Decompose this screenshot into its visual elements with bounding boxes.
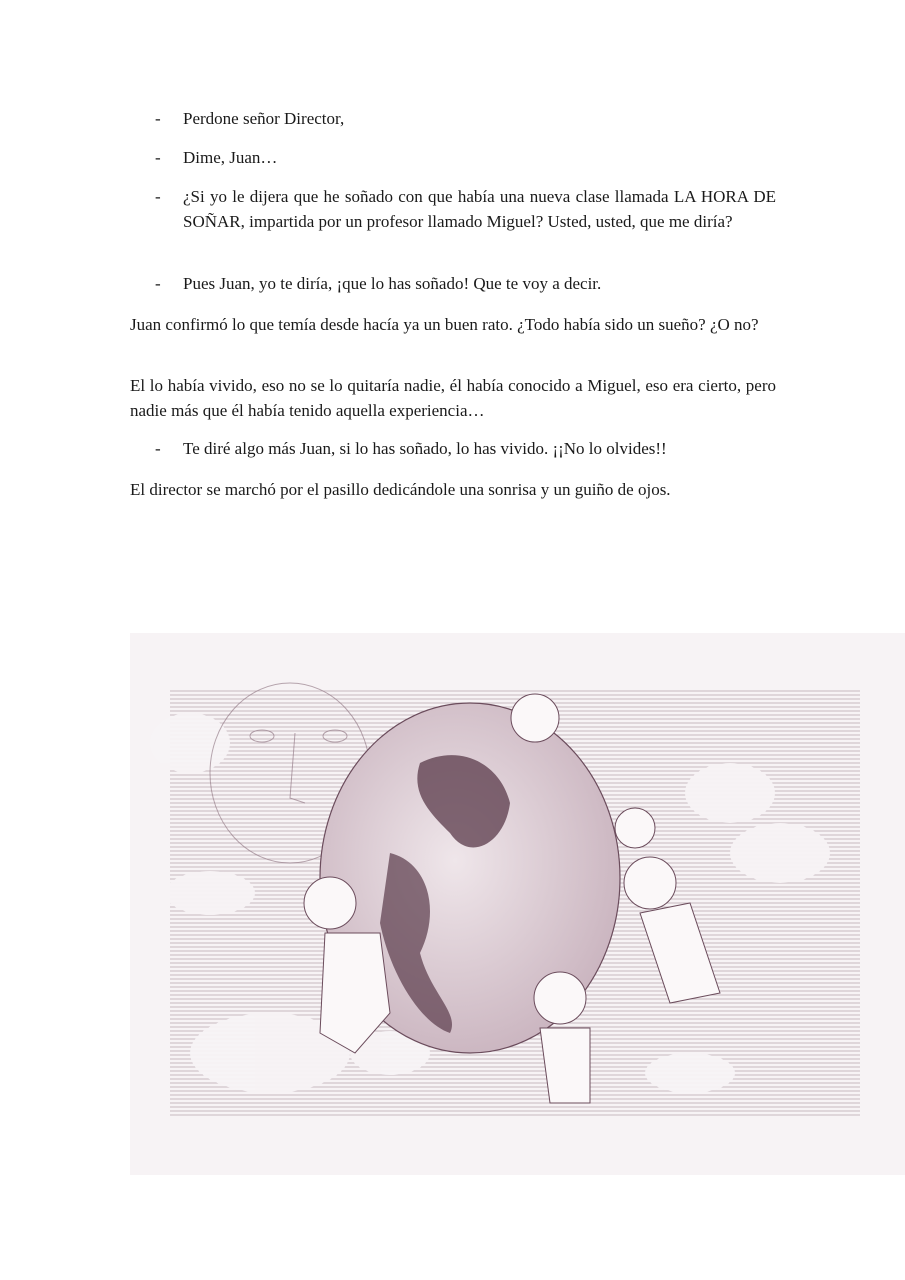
dialogue-line bbox=[155, 436, 776, 461]
globe-children-sketch-icon bbox=[130, 633, 905, 1175]
paragraph: El lo había vivido, eso no se lo quitaría nadie, él había conocido a Miguel, eso era cierto, pero nadie más que él había tenido aquella experiencia… bbox=[130, 376, 776, 420]
dialogue-text: Dime, Juan… bbox=[183, 148, 278, 167]
dash-marker: - bbox=[155, 439, 161, 458]
sketch-illustration bbox=[130, 633, 905, 1175]
paragraph: Juan confirmó lo que temía desde hacía ya un buen rato. ¿Todo había sido un sueño? ¿O no? bbox=[130, 315, 759, 334]
dialogue-text: Pues Juan, yo te diría, ¡que lo has soñado! Que te voy a decir. bbox=[183, 274, 602, 293]
dialogue-line bbox=[155, 145, 776, 170]
dialogue-line bbox=[155, 106, 776, 131]
paragraph: El director se marchó por el pasillo dedicándole una sonrisa y un guiño de ojos. bbox=[130, 480, 671, 499]
dash-marker: - bbox=[155, 274, 161, 293]
dash-marker: - bbox=[155, 148, 161, 167]
dialogue-line bbox=[155, 271, 776, 296]
dialogue-text: Te diré algo más Juan, si lo has soñado, lo has vivido. ¡¡No lo olvides!! bbox=[183, 439, 667, 458]
dialogue-line bbox=[155, 184, 776, 234]
dash-marker: - bbox=[155, 187, 161, 206]
dialogue-text: ¿Si yo le dijera que he soñado con que había una nueva clase llamada LA HORA DE SOÑAR, impartida por un profesor llamado Miguel? Usted, usted, que me diría? bbox=[183, 187, 776, 231]
dash-marker: - bbox=[155, 109, 161, 128]
dialogue-text: Perdone señor Director, bbox=[183, 109, 345, 128]
